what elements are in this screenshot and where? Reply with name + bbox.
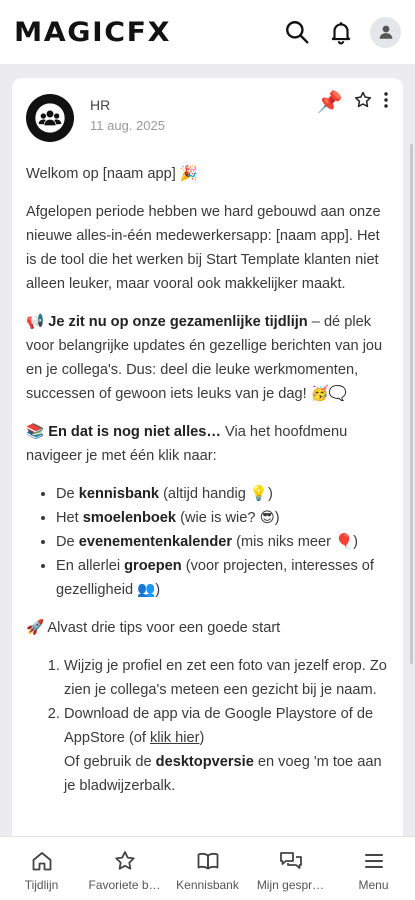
search-icon[interactable] [282,17,312,47]
list-item: • De kennisbank (altijd handig 💡) [56,482,389,506]
post-title: Welkom op [naam app] 🎉 [26,166,199,182]
post-actions [317,90,389,115]
pin-icon[interactable]: 📌 [316,91,343,114]
app-logo[interactable]: MAGICFX [14,16,172,48]
nav-label: Menu [358,878,389,892]
nav-label: Kennisbank [176,878,239,892]
nav-item-menu[interactable] [332,837,415,900]
nav-label: Mijn gespr… [256,878,325,892]
bottom-nav [0,836,415,900]
timeline-bold: Je zit nu op onze gezamenlijke tijdlijn [48,314,308,330]
post-author[interactable]: HR [90,97,111,113]
author-info [90,94,165,133]
post-card [12,78,403,836]
tips-list [26,654,389,798]
chat-icon [278,849,304,873]
books-icon: 📚 [26,424,45,440]
download-link[interactable]: klik hier [150,730,200,746]
nav-item-kennisbank[interactable] [166,837,249,900]
home-icon [30,849,54,873]
menu-icon [362,849,386,873]
scrollbar[interactable] [410,144,413,664]
timeline-paragraph [26,310,389,406]
more-options-icon[interactable] [383,91,389,114]
timeline-text: – dé plek voor belangrijke updates én gezellige berichten van jou en je collega's. Dus: deel die leuke werkmomenten, successen of gewoon iets leuks van je dag! 🥳🗨️ [26,314,383,402]
list-item: • Het smoelenboek (wie is wie? 😎) [56,506,389,530]
more-text: Via het hoofdmenu navigeer je met één klik naar: [26,424,348,464]
more-paragraph [26,420,389,468]
nav-item-favorieten[interactable] [83,837,166,900]
star-icon [113,849,137,873]
post-date: 11 aug. 2025 [90,118,165,133]
nav-item-gesprekken[interactable] [249,837,332,900]
list-item: • En allerlei groepen (voor projecten, interesses of gezelligheid 👥) [56,554,389,602]
post-header [26,91,389,142]
menu-list [26,482,389,602]
list-item: 2. Download de app via de Google Playstore of de AppStore (of klik hier) Of gebruik de desktopversie en voeg 'm toe aan je bladwijzerbalk. [64,702,389,798]
group-avatar-icon[interactable] [26,94,74,142]
post-intro: Afgelopen periode hebben we hard gebouwd aan onze nieuwe alles-in-één medewerkersapp: [naam app]. Het is de tool die het werken bij Start Template klanten niet alleen leuker, maar vooral ook makkelijker maakt. [26,204,381,292]
user-avatar-icon[interactable] [370,17,401,48]
timeline-feed[interactable] [0,64,415,836]
nav-label: Tijdlijn [24,878,59,892]
nav-label: Favoriete b… [88,878,161,892]
tips-heading: 🚀 Alvast drie tips voor een goede start [26,620,281,636]
top-actions [282,17,401,48]
more-bold: En dat is nog niet alles… [48,424,221,440]
list-item: • De evenementenkalender (mis niks meer 🎈) [56,530,389,554]
list-item: 1. Wijzig je profiel en zet een foto van jezelf erop. Zo zien je collega's meteen een gezicht bij je naam. [64,654,389,702]
megaphone-icon: 📢 [26,314,45,330]
bell-icon[interactable] [326,17,356,47]
book-icon [196,849,220,873]
post-body [26,162,389,798]
nav-item-tijdlijn[interactable] [0,837,83,900]
star-icon[interactable] [353,90,373,115]
top-bar [0,0,415,64]
